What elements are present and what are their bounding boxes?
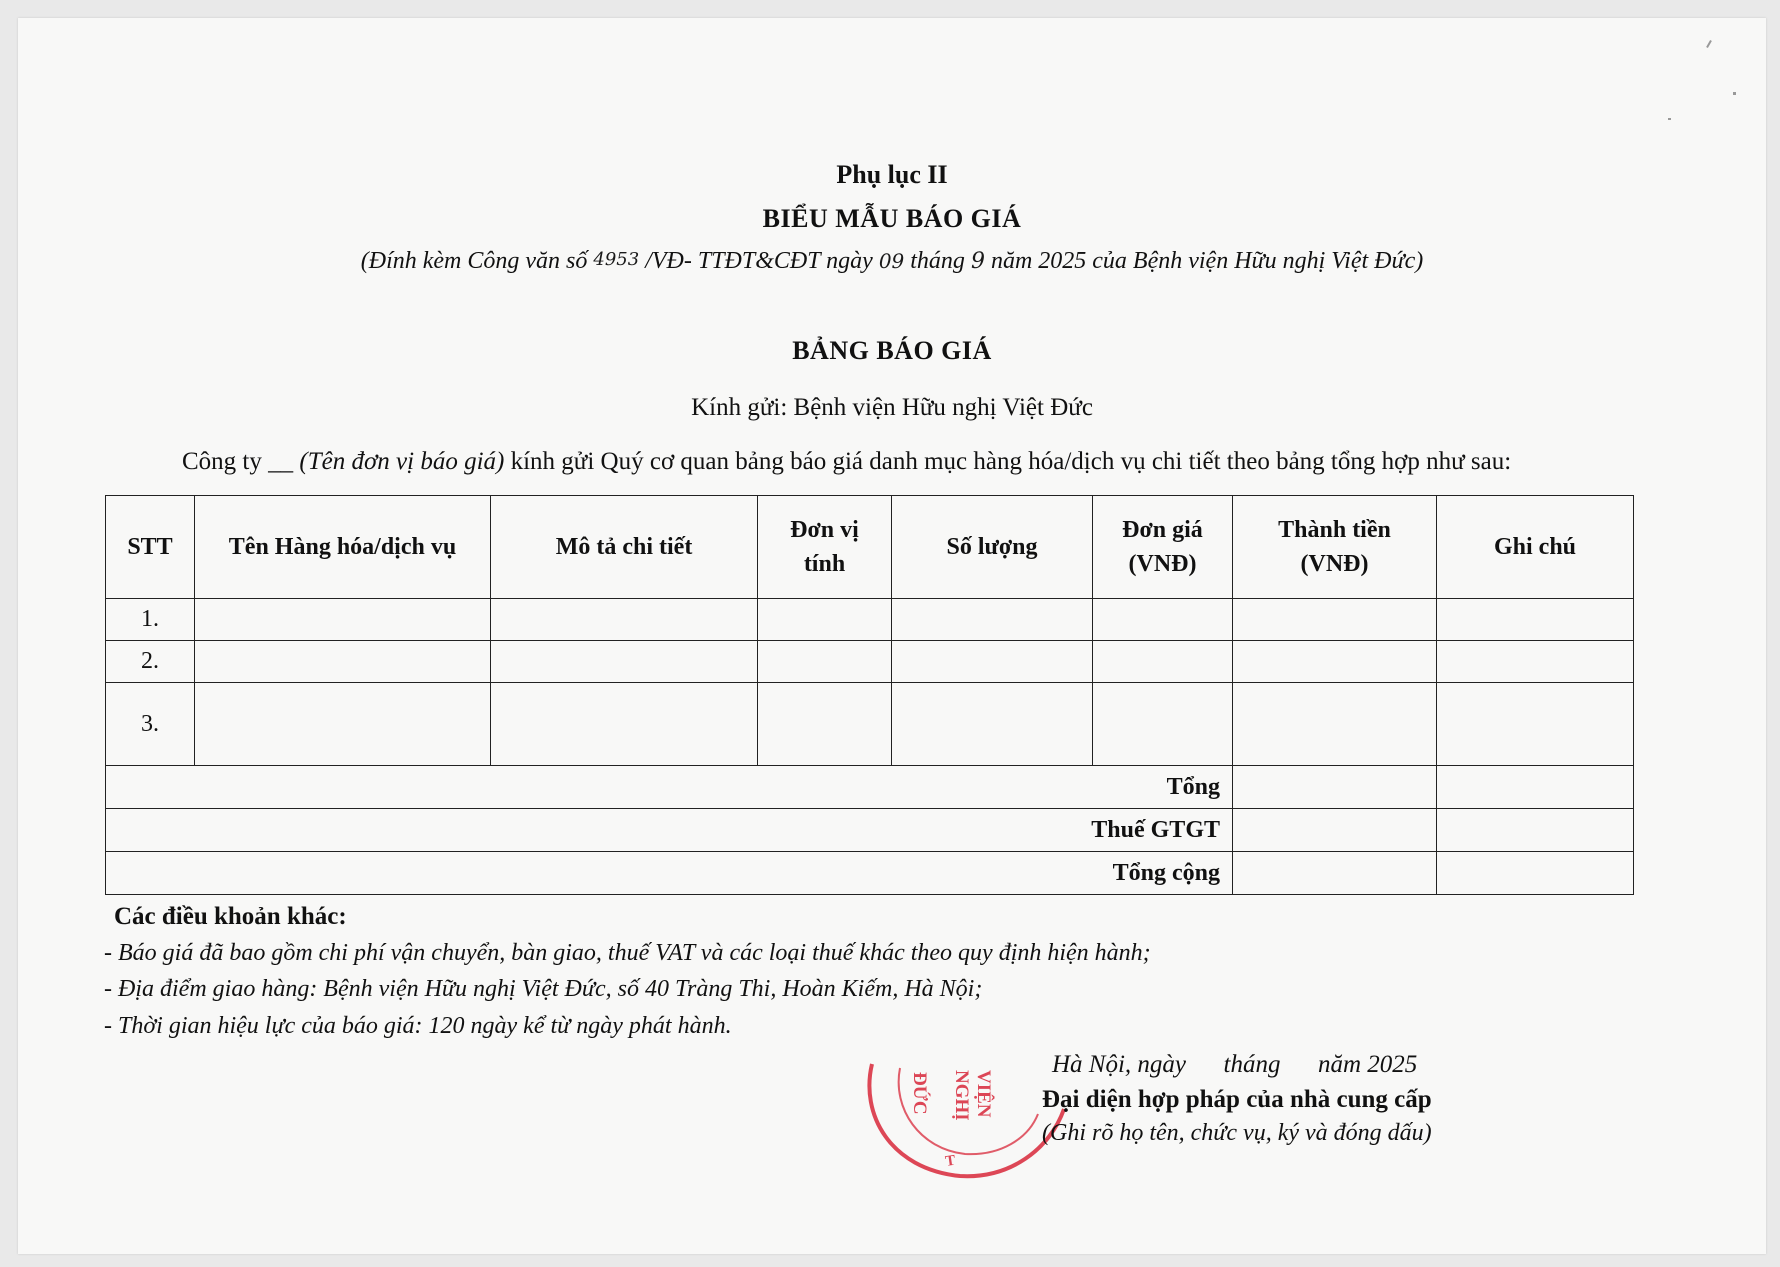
cell-description [491, 683, 758, 766]
col-header-description: Mô tả chi tiết [491, 496, 758, 599]
cell-amount [1233, 641, 1437, 683]
col-header-unit: Đơn vị tính [758, 496, 892, 599]
red-seal-stamp [850, 1054, 1070, 1194]
cell-note [1437, 683, 1634, 766]
stamp-text-duc: ĐỨC [909, 1072, 930, 1115]
term-item: - Báo giá đã bao gồm chi phí vận chuyển, bàn giao, thuế VAT và các loại thuế khác theo quy định hiện hành; [104, 940, 1151, 966]
ref-suffix: năm 2025 của Bệnh viện Hữu nghị Việt Đức) [984, 248, 1424, 274]
cell-description [491, 641, 758, 683]
col-header-note: Ghi chú [1437, 496, 1634, 599]
intro-after: kính gửi Quý cơ quan bảng báo giá danh mục hàng hóa/dịch vụ chi tiết theo bảng tổng hợp như sau: [504, 448, 1512, 475]
intro-paragraph [182, 448, 1511, 476]
total-label: Tổng [106, 766, 1233, 809]
table-row [106, 599, 1634, 641]
cell-unit [758, 641, 892, 683]
quote-title: BẢNG BÁO GIÁ [792, 336, 992, 365]
row-number: 1. [106, 599, 195, 641]
vat-label: Thuế GTGT [106, 809, 1233, 852]
addressee-line: Kính gửi: Bệnh viện Hữu nghị Việt Đức [691, 394, 1093, 421]
cell-quantity [892, 599, 1093, 641]
terms-title: Các điều khoản khác: [114, 903, 347, 930]
term-item: - Thời gian hiệu lực của báo giá: 120 ngày kể từ ngày phát hành. [104, 1013, 732, 1039]
quote-table [105, 495, 1634, 895]
ref-day-handwritten: 09 [878, 249, 905, 273]
cell-unit-price [1093, 641, 1233, 683]
cell-quantity [892, 641, 1093, 683]
col-header-stt: STT [106, 496, 195, 599]
scan-mark [1668, 118, 1671, 120]
total-amount [1233, 766, 1437, 809]
col-header-amount: Thành tiền (VNĐ) [1233, 496, 1437, 599]
grand-total-label: Tổng cộng [106, 852, 1233, 895]
ref-mid2: tháng [904, 248, 971, 274]
col-header-unit-price: Đơn giá (VNĐ) [1093, 496, 1233, 599]
vat-note [1437, 809, 1634, 852]
grand-total-note [1437, 852, 1634, 895]
cell-item-name [195, 683, 491, 766]
table-header-row [106, 496, 1634, 599]
intro-before: Công ty __ [182, 448, 300, 475]
cell-note [1437, 641, 1634, 683]
document-page [18, 18, 1766, 1254]
ref-month-handwritten: 9 [970, 249, 985, 274]
cell-description [491, 599, 758, 641]
cell-amount [1233, 599, 1437, 641]
appendix-title: Phụ lục II [836, 160, 948, 189]
ref-number-handwritten: 4953 [593, 249, 640, 270]
svg-text:T: T [944, 1152, 957, 1170]
cell-amount [1233, 683, 1437, 766]
vat-amount [1233, 809, 1437, 852]
cell-unit-price [1093, 683, 1233, 766]
reference-line [18, 248, 1766, 275]
stamp-text-vien: VIỆN [973, 1070, 994, 1118]
grand-total-amount [1233, 852, 1437, 895]
signature-title: Đại diện hợp pháp của nhà cung cấp [1042, 1086, 1432, 1113]
total-note [1437, 766, 1634, 809]
form-title: BIỂU MẪU BÁO GIÁ [762, 204, 1022, 233]
intro-company-placeholder: (Tên đơn vị báo giá) [299, 448, 505, 475]
cell-unit-price [1093, 599, 1233, 641]
row-number: 3. [106, 683, 195, 766]
cell-item-name [195, 599, 491, 641]
grand-total-row [106, 852, 1634, 895]
term-item: - Địa điểm giao hàng: Bệnh viện Hữu nghị Việt Đức, số 40 Tràng Thi, Hoàn Kiếm, Hà Nội; [104, 976, 983, 1002]
cell-unit [758, 683, 892, 766]
scan-mark [1733, 92, 1736, 95]
col-header-item-name: Tên Hàng hóa/dịch vụ [195, 496, 491, 599]
vat-row [106, 809, 1634, 852]
scan-mark [1706, 40, 1712, 48]
signature-date-line: Hà Nội, ngày tháng năm 2025 [1052, 1051, 1418, 1078]
table-row [106, 683, 1634, 766]
total-row [106, 766, 1634, 809]
cell-note [1437, 599, 1634, 641]
ref-mid1: /VĐ- TTĐT&CĐT ngày [639, 248, 879, 274]
stamp-text-nghi: NGHỊ [951, 1070, 972, 1121]
cell-unit [758, 599, 892, 641]
cell-item-name [195, 641, 491, 683]
ref-prefix: (Đính kèm Công văn số [360, 248, 594, 274]
cell-quantity [892, 683, 1093, 766]
table-row [106, 641, 1634, 683]
col-header-quantity: Số lượng [892, 496, 1093, 599]
row-number: 2. [106, 641, 195, 683]
signature-note: (Ghi rõ họ tên, chức vụ, ký và đóng dấu) [1042, 1120, 1432, 1146]
